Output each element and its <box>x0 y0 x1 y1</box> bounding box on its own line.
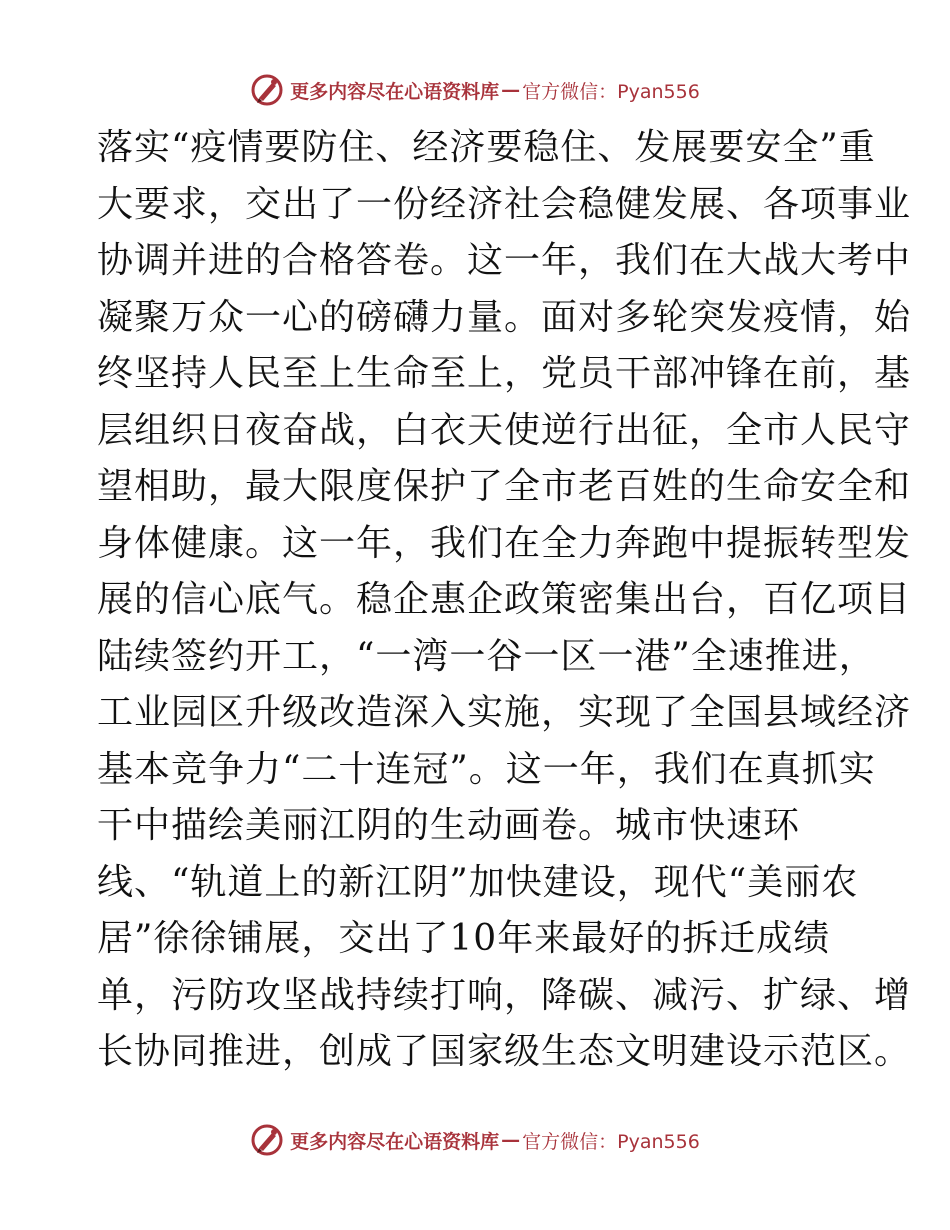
body-line-10: 陆续签约开工，“一湾一谷一区一港”全速推进， <box>97 635 876 677</box>
body-line-8: 身体健康。这一年，我们在全力奔跑中提振转型发 <box>97 522 912 564</box>
footer-separator: — <box>501 1129 521 1151</box>
header-separator: — <box>501 79 521 101</box>
body-line-7: 望相助，最大限度保护了全市老百姓的生命安全和 <box>97 466 912 507</box>
body-line-6: 层组织日夜奋战，白衣天使逆行出征，全市人民守 <box>97 409 912 451</box>
body-line-3: 协调并进的合格答卷。这一年，我们在大战大考中 <box>97 240 912 281</box>
pen-circle-logo-icon <box>250 1123 284 1157</box>
body-line-14: 线、“轨道上的新江阴”加快建设，现代“美丽农 <box>97 861 859 903</box>
header-banner <box>0 70 950 110</box>
body-line-12: 基本竞争力“二十连冠”。这一年，我们在真抓实 <box>97 748 876 790</box>
body-line-4: 凝聚万众一心的磅礴力量。面对多轮突发疫情，始 <box>97 296 912 338</box>
body-line-2: 大要求，交出了一份经济社会稳健发展、各项事业 <box>97 183 912 225</box>
footer-banner <box>0 1120 950 1160</box>
footer-title: 更多内容尽在心语资料库 <box>290 1130 500 1153</box>
body-line-1: 落实“疫情要防住、经济要稳住、发展要安全”重 <box>97 127 876 168</box>
header-title: 更多内容尽在心语资料库 <box>290 80 500 103</box>
body-line-13: 干中描绘美丽江阴的生动画卷。城市快速环 <box>97 805 801 846</box>
body-line-9: 展的信心底气。稳企惠企政策密集出台，百亿项目 <box>97 579 912 620</box>
header-subtitle: 官方微信：Pyan556 <box>522 80 700 103</box>
body-line-16: 单，污防攻坚战持续打响，降碳、减污、扩绿、增 <box>97 974 912 1016</box>
footer-subtitle: 官方微信：Pyan556 <box>522 1130 700 1153</box>
body-line-17: 长协同推进，创成了国家级生态文明建设示范区。 <box>97 1031 912 1072</box>
document-body <box>97 120 912 1081</box>
body-line-5: 终坚持人民至上生命至上，党员干部冲锋在前，基 <box>97 353 912 394</box>
body-line-15: 居”徐徐铺展，交出了10年来最好的拆迁成绩 <box>97 918 831 959</box>
body-line-11: 工业园区升级改造深入实施，实现了全国县域经济 <box>97 692 912 733</box>
pen-circle-logo-icon <box>250 73 284 107</box>
